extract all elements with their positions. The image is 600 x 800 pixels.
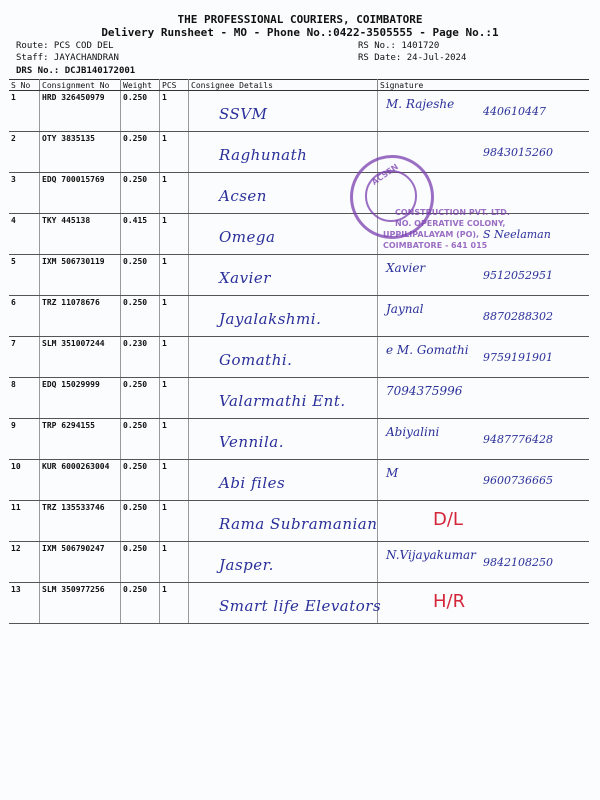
consignee-name: Xavier: [219, 269, 271, 287]
signature-cell: [378, 501, 590, 542]
signature-text: Abiyalini: [386, 425, 440, 439]
weight-value: 0.250: [121, 583, 160, 624]
consignee-details: [189, 132, 378, 173]
signature-phone: 9843015260: [483, 146, 553, 159]
consignment-number: EDQ 15029999: [40, 378, 121, 419]
signature-phone: S Neelaman: [483, 228, 551, 241]
signature-phone: 9842108250: [483, 556, 553, 569]
weight-value: 0.250: [121, 132, 160, 173]
consignee-details: [189, 419, 378, 460]
consignee-details: [189, 214, 378, 255]
company-title: THE PROFESSIONAL COURIERS, COIMBATORE: [177, 13, 423, 26]
col-weight: Weight: [121, 80, 160, 91]
signature-phone: 8870288302: [483, 310, 553, 323]
consignment-number: TKY 445138: [40, 214, 121, 255]
consignee-details: [189, 501, 378, 542]
signature-cell: [378, 378, 590, 419]
consignee-name: Abi files: [219, 474, 286, 492]
drs-number: DRS No.: DCJB140172001: [16, 66, 136, 76]
pieces-count: 1: [160, 501, 189, 542]
weight-value: 0.250: [121, 173, 160, 214]
signature-phone: 9512052951: [483, 269, 553, 282]
stamp-line-1: ACSEN: [370, 162, 400, 187]
table-row: [9, 91, 589, 132]
consignment-number: OTY 3835135: [40, 132, 121, 173]
col-signature: Signature: [378, 80, 590, 91]
pieces-count: 1: [160, 542, 189, 583]
serial-number: 12: [9, 542, 40, 583]
pieces-count: 1: [160, 173, 189, 214]
table-row: [9, 337, 589, 378]
table-row: [9, 460, 589, 501]
consignment-number: KUR 6000263004: [40, 460, 121, 501]
consignee-name: Raghunath: [219, 146, 308, 164]
status-mark: D/L: [433, 509, 463, 530]
pieces-count: 1: [160, 214, 189, 255]
serial-number: 6: [9, 296, 40, 337]
consignment-number: SLM 350977256: [40, 583, 121, 624]
signature-text: M: [386, 466, 399, 480]
consignee-details: [189, 255, 378, 296]
consignee-name: Valarmathi Ent.: [219, 392, 346, 410]
signature-text: Jaynal: [386, 302, 424, 316]
table-row: [9, 501, 589, 542]
consignee-name: Rama Subramanian: [219, 515, 378, 533]
signature-cell: [378, 460, 590, 501]
consignee-details: [189, 542, 378, 583]
signature-phone: 9487776428: [483, 433, 553, 446]
consignee-details: [189, 91, 378, 132]
consignee-details: [189, 583, 382, 624]
pieces-count: 1: [160, 419, 189, 460]
table-header-row: [9, 80, 589, 91]
stamp-line-2: CONSTRUCTION PVT. LTD.: [395, 208, 510, 217]
consignment-number: IXM 506730119: [40, 255, 121, 296]
pieces-count: 1: [160, 255, 189, 296]
serial-number: 7: [9, 337, 40, 378]
weight-value: 0.250: [121, 91, 160, 132]
col-consignment: Consignment No: [40, 80, 121, 91]
col-sno: S No: [9, 80, 40, 91]
consignee-details: [189, 337, 378, 378]
consignee-name: Smart life Elevators: [219, 597, 382, 615]
weight-value: 0.250: [121, 460, 160, 501]
serial-number: 9: [9, 419, 40, 460]
table-row: [9, 255, 589, 296]
pieces-count: 1: [160, 337, 189, 378]
consignee-name: Vennila.: [219, 433, 284, 451]
pieces-count: 1: [160, 583, 189, 624]
signature-cell: [378, 542, 590, 583]
stamp-line-5: COIMBATORE - 641 015: [383, 241, 488, 250]
signature-text: M. Rajeshe: [386, 97, 455, 111]
staff-label: Staff: JAYACHANDRAN: [16, 53, 119, 63]
consignee-details: [189, 460, 378, 501]
status-mark: H/R: [433, 591, 466, 612]
serial-number: 3: [9, 173, 40, 214]
pieces-count: 1: [160, 296, 189, 337]
serial-number: 11: [9, 501, 40, 542]
pieces-count: 1: [160, 460, 189, 501]
consignee-name: SSVM: [219, 105, 268, 123]
signature-text: e M. Gomathi: [386, 343, 469, 357]
signature-cell: [378, 255, 590, 296]
table-row: [9, 296, 589, 337]
stamp-line-4: UPPILIPALAYAM (PO),: [383, 230, 480, 239]
signature-cell: [378, 419, 590, 460]
pieces-count: 1: [160, 378, 189, 419]
serial-number: 5: [9, 255, 40, 296]
serial-number: 1: [9, 91, 40, 132]
consignee-name: Jasper.: [219, 556, 274, 574]
serial-number: 10: [9, 460, 40, 501]
table-row: [9, 583, 589, 624]
serial-number: 13: [9, 583, 40, 624]
table-row: [9, 378, 589, 419]
consignee-name: Acsen: [219, 187, 267, 205]
pieces-count: 1: [160, 91, 189, 132]
signature-phone: 440610447: [483, 105, 546, 118]
consignee-name: Jayalakshmi.: [219, 310, 322, 328]
rs-date: RS Date: 24-Jul-2024: [358, 53, 467, 63]
signature-text: 7094375996: [386, 384, 463, 398]
signature-text: Xavier: [386, 261, 426, 275]
table-row: [9, 542, 589, 583]
signature-cell: [378, 296, 590, 337]
pieces-count: 1: [160, 132, 189, 173]
consignment-number: IXM 506790247: [40, 542, 121, 583]
signature-phone: 9759191901: [483, 351, 553, 364]
consignee-name: Omega: [219, 228, 276, 246]
consignment-number: TRZ 135533746: [40, 501, 121, 542]
consignment-number: HRD 326450979: [40, 91, 121, 132]
table-row: [9, 132, 589, 173]
col-consignee: Consignee Details: [189, 80, 378, 91]
stamp-line-3: NO. OPERATIVE COLONY,: [395, 219, 506, 228]
weight-value: 0.250: [121, 378, 160, 419]
col-pcs: PCS: [160, 80, 189, 91]
serial-number: 8: [9, 378, 40, 419]
weight-value: 0.250: [121, 296, 160, 337]
consignment-number: SLM 351007244: [40, 337, 121, 378]
weight-value: 0.250: [121, 255, 160, 296]
weight-value: 0.250: [121, 501, 160, 542]
weight-value: 0.250: [121, 542, 160, 583]
consignee-name: Gomathi.: [219, 351, 293, 369]
signature-cell: [378, 583, 590, 624]
consignment-number: TRZ 11078676: [40, 296, 121, 337]
runsheet-table: [9, 79, 589, 624]
signature-cell: [378, 337, 590, 378]
runsheet-title: Delivery Runsheet - MO - Phone No.:0422-3505555 - Page No.:1: [101, 26, 499, 39]
consignment-number: EDQ 700015769: [40, 173, 121, 214]
weight-value: 0.250: [121, 419, 160, 460]
weight-value: 0.230: [121, 337, 160, 378]
signature-cell: [378, 91, 590, 132]
consignment-number: TRP 6294155: [40, 419, 121, 460]
weight-value: 0.415: [121, 214, 160, 255]
serial-number: 4: [9, 214, 40, 255]
serial-number: 2: [9, 132, 40, 173]
signature-text: N.Vijayakumar: [386, 548, 476, 562]
route-label: Route: PCS COD DEL: [16, 41, 114, 51]
signature-phone: 9600736665: [483, 474, 553, 487]
consignee-details: [189, 296, 378, 337]
table-row: [9, 419, 589, 460]
consignee-details: [189, 378, 378, 419]
rs-number: RS No.: 1401720: [358, 41, 440, 51]
